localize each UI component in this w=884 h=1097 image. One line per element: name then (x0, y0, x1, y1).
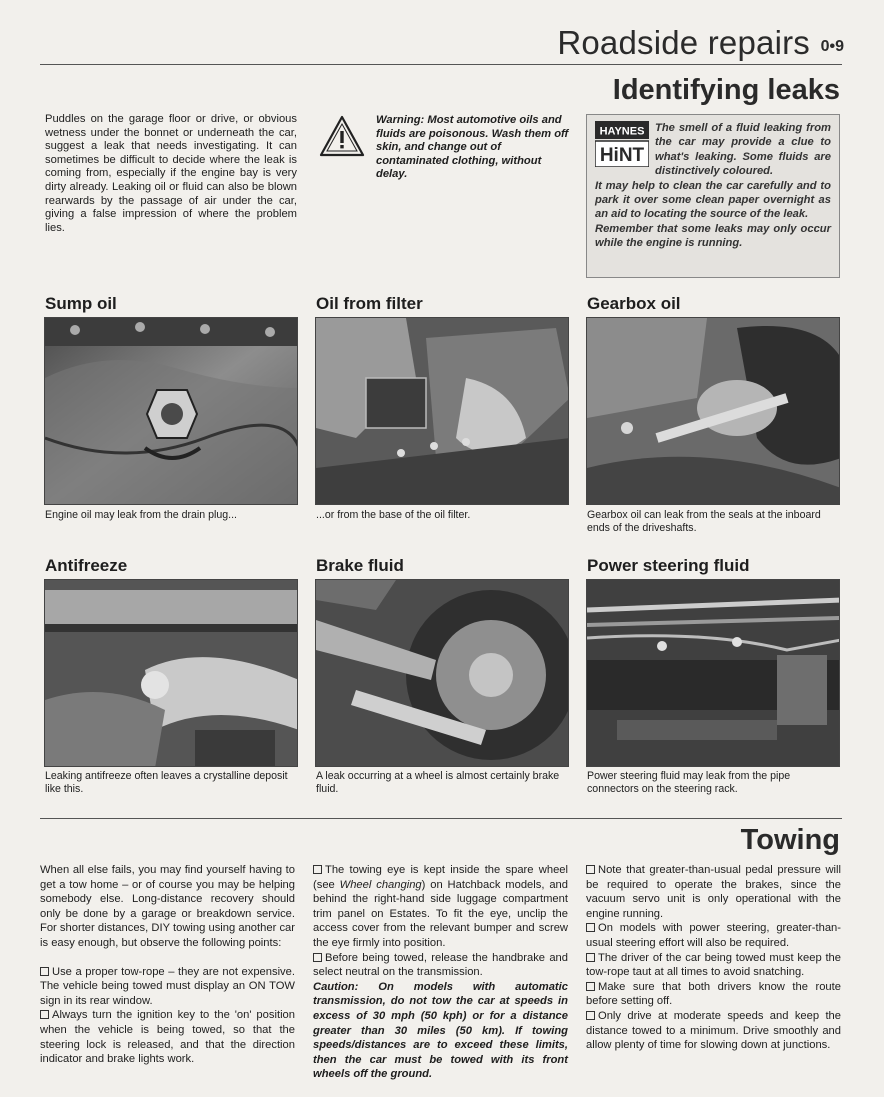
towing-point (586, 863, 841, 921)
leak-title-oil-filter: Oil from filter (316, 294, 423, 313)
section-title-towing: Towing (740, 824, 840, 856)
towing-rule (40, 818, 842, 819)
towing-point (313, 863, 568, 951)
checkbox-icon (586, 1011, 595, 1020)
page-number: 0•9 (820, 38, 844, 55)
towing-point-text: On models with power steering, greater-than-usual steering effort will also be required. (586, 922, 841, 949)
leak-title-antifreeze: Antifreeze (45, 556, 128, 575)
caption-sump-oil: Engine oil may leak from the drain plug... (45, 509, 237, 521)
intro-paragraph: Puddles on the garage floor or drive, or obvious wetness under the bonnet or underneath the car, suggest a leak that needs investigating. It can sometimes be difficult to decide where the leak is coming from, especially if the engine bay is very dirty already. Leaking oil or fluid can also be blown rearwards by the passage of air under the car, giving a false impression of where the problem lies. (45, 113, 297, 234)
towing-point (586, 980, 841, 1009)
checkbox-icon (586, 865, 595, 874)
towing-caution: Caution: On models with automatic transmission, do not tow the car at speeds in excess of 30 mph (50 kph) or for a distance greater than 30 miles (50 km). If towing speeds/distances are to exceed these limits, then the car must be towed with its front wheels off the ground. (313, 980, 568, 1081)
towing-point (586, 921, 841, 950)
checkbox-icon (313, 865, 322, 874)
header-rule (40, 64, 842, 65)
towing-point (40, 1008, 295, 1066)
caption-gearbox-oil: Gearbox oil can leak from the seals at the inboard ends of the driveshafts. (587, 509, 821, 535)
photo-power-steering-fluid (586, 579, 840, 767)
checkbox-icon (40, 1010, 49, 1019)
hint-logo-bottom-text: HiNT (599, 145, 645, 166)
caption-brake-fluid: A leak occurring at a wheel is almost certainly brake fluid. (316, 770, 560, 796)
page-header-title: Roadside repairs (557, 24, 810, 61)
caption-antifreeze: Leaking antifreeze often leaves a crystalline deposit like this. (45, 770, 288, 796)
haynes-hint-logo (595, 121, 649, 167)
section-title-identifying-leaks: Identifying leaks (612, 74, 840, 106)
towing-column-2 (313, 863, 568, 1082)
leak-title-gearbox-oil: Gearbox oil (587, 294, 681, 313)
warning-triangle-icon (318, 114, 366, 158)
towing-point-text: Use a proper tow-rope – they are not expensive. The vehicle being towed must display an ON TOW sign in its rear window. (40, 965, 295, 1007)
towing-point-text: The towing eye is kept inside the spare wheel (see (313, 864, 568, 891)
caption-oil-filter: ...or from the base of the oil filter. (316, 509, 471, 521)
towing-point-text: ) on Hatchback models, and behind the right-hand side luggage compartment trim panel on Estates. To fit the eye, unclip the access cover from the relevant bumper and screw the eye firmly into position. (313, 878, 568, 949)
towing-point (586, 951, 841, 980)
checkbox-icon (586, 982, 595, 991)
warning-text: Warning: Most automotive oils and fluids are poisonous. Wash them off skin, and change out of contaminated clothing, without delay. (376, 114, 569, 181)
towing-point (313, 951, 568, 980)
photo-oil-filter (315, 317, 569, 505)
towing-point-text: Only drive at moderate speeds and keep the distance towed to a minimum. Drive smoothly and allow plenty of time for slowing down at junctions. (586, 1009, 841, 1052)
photo-sump-oil (44, 317, 298, 505)
leak-title-brake-fluid: Brake fluid (316, 556, 404, 575)
photo-brake-fluid (315, 579, 569, 767)
checkbox-icon (40, 967, 49, 976)
towing-column-3 (586, 863, 841, 1053)
towing-point (586, 1009, 841, 1053)
haynes-hint-box (586, 114, 840, 278)
leak-title-sump-oil: Sump oil (45, 294, 117, 313)
checkbox-icon (313, 953, 322, 962)
photo-gearbox-oil (586, 317, 840, 505)
wheel-changing-reference: Wheel changing (339, 878, 422, 891)
photo-antifreeze (44, 579, 298, 767)
caption-power-steering-fluid: Power steering fluid may leak from the pipe connectors on the steering rack. (587, 770, 791, 796)
towing-point-text: Make sure that both drivers know the route before setting off. (586, 980, 841, 1008)
towing-point-text: Always turn the ignition key to the 'on' position when the vehicle is being towed, so that the steering lock is released, and that the direction indicator and brake lights work. (40, 1009, 295, 1066)
checkbox-icon (586, 953, 595, 962)
towing-intro: When all else fails, you may find yourself having to get a tow home – or of course you may be helping somebody else. Long-distance recovery should only be done by a garage or breakdown service. For shorter distances, DIY towing using another car is easy enough, but observe the following points: (40, 864, 295, 949)
checkbox-icon (586, 923, 595, 932)
towing-point (40, 965, 295, 1009)
leak-title-power-steering-fluid: Power steering fluid (587, 556, 750, 575)
towing-point-text: Note that greater-than-usual pedal pressure will be required to operate the brakes, since the vacuum servo unit is only operational with the engine running. (586, 864, 841, 920)
hint-paragraph-2: It may help to clean the car carefully and to park it over some clean paper overnight as an aid to locating the source of the leak. (595, 179, 831, 221)
hint-paragraph-3: Remember that some leaks may only occur while the engine is running. (595, 222, 831, 250)
towing-point-text: The driver of the car being towed must keep the tow-rope taut at all times to avoid snatching. (586, 951, 841, 979)
towing-point-text: Before being towed, release the handbrake and select neutral on the transmission. (313, 951, 568, 979)
towing-column-1 (40, 863, 295, 1067)
hint-logo-top-text: HAYNES (599, 125, 645, 138)
hint-paragraph-1: The smell of a fluid leaking from the car may provide a clue to what's leaking. Some fluids are distinctively coloured. (655, 122, 831, 178)
